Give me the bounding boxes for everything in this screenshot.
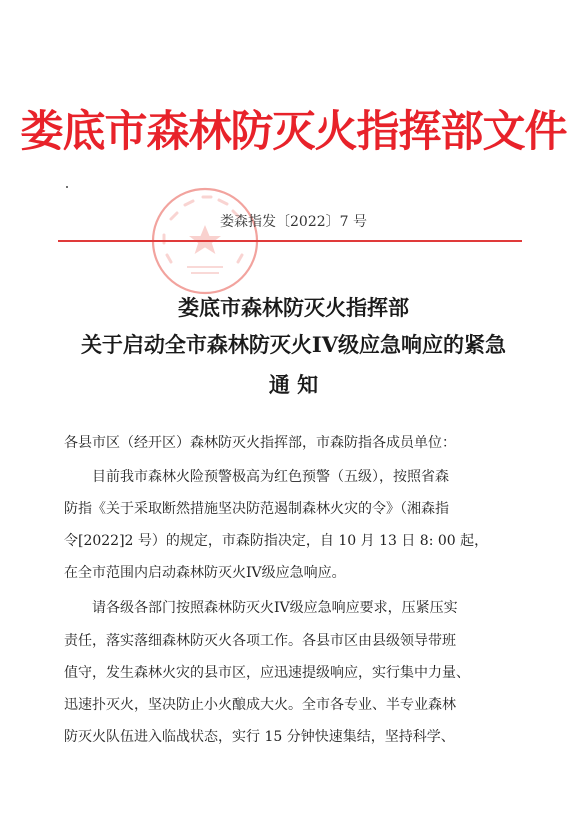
scan-speck: [66, 186, 68, 188]
paragraph-2-line: 责任，落实落细森林防灭火各项工作。各县市区由县级领导带班: [64, 633, 456, 649]
issuing-org-title: 娄底市森林防灭火指挥部文件: [20, 107, 567, 157]
paragraph-2-line: 防灭火队伍进入临战状态，实行 15 分钟快速集结，坚持科学、: [64, 729, 455, 745]
notice-title-line-3: 通 知: [268, 372, 319, 397]
salutation: 各县市区（经开区）森林防灭火指挥部，市森防指各成员单位：: [64, 435, 456, 451]
paragraph-2-line: 值守，发生森林火灾的县市区，应迅速提级响应，实行集中力量、: [64, 665, 470, 681]
paragraph-2-line: 迅速扑灭火，坚决防止小火酿成大火。全市各专业、半专业森林: [64, 697, 456, 713]
notice-title-line-1: 娄底市森林防灭火指挥部: [178, 295, 409, 320]
paragraph-2-line: 请各级各部门按照森林防灭火IV级应急响应要求，压紧压实: [92, 600, 458, 616]
paragraph-1-line: 防指《关于采取断然措施坚决防范遏制森林火灾的令》（湘森指: [64, 501, 449, 517]
paragraph-1-line: 在全市范围内启动森林防灭火IV级应急响应。: [64, 565, 346, 581]
document-number: 娄森指发〔2022〕7 号: [220, 214, 367, 230]
notice-title-line-2: 关于启动全市森林防灭火IV级应急响应的紧急: [80, 332, 507, 357]
paragraph-1-line: 目前我市森林火险预警极高为红色预警（五级），按照省森: [92, 469, 449, 485]
header-divider: [58, 240, 522, 242]
paragraph-1-line: 令[2022]2 号）的规定，市森防指决定，自 10 月 13 日 8: 00 起，: [64, 533, 489, 549]
